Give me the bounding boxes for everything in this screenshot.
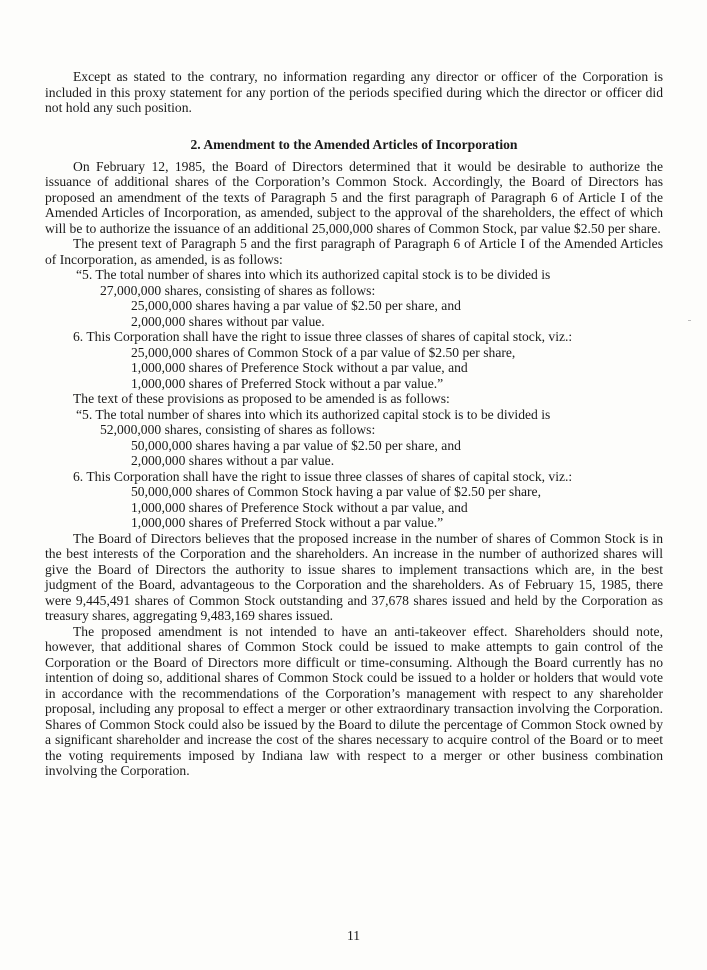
intro-paragraph: Except as stated to the contrary, no information regarding any director or officer of the Corporation is included in this proxy statement for any portion of the periods specified during which the director or officer did not hold any such position.: [45, 69, 663, 115]
anti-takeover-paragraph: The proposed amendment is not intended to have an anti-takeover effect. Shareholders should note, however, that additional shares of Common Stock could be issued to make attempts to gain control of the Corporation or the Board of Directors more difficult or time-consuming. Although the Board currently has no intention of doing so, additional shares of Common Stock could be issued to a holder or holders that would vote in accordance with the recommendations of the Corporation’s management with respect to any shareholder proposal, including any proposal to effect a merger or other extraordinary transaction involving the Corporation. Shares of Common Stock could also be issued by the Board to dilute the percentage of Common Stock owned by a significant shareholder and increase the cost of the shares necessary to acquire control of the Board or to meet the voting requirements imposed by Indiana law with respect to a merger or other business combination involving the Corporation.: [45, 623, 663, 778]
section-heading: 2. Amendment to the Amended Articles of Incorporation: [190, 136, 518, 152]
amendment-paragraph-2: The present text of Paragraph 5 and the first paragraph of Paragraph 6 of Article I of the Amended Articles of Incorporation, as amended, is as follows:: [45, 236, 663, 267]
present-paragraph-5-line: “5. The total number of shares into which its authorized capital stock is to be divided is: [76, 267, 551, 282]
scan-speck: [688, 320, 691, 321]
present-text-block: [45, 267, 663, 391]
proposed-paragraph-5-line: 50,000,000 shares having a par value of $2.50 per share, and: [131, 437, 461, 453]
present-paragraph-6-line: 25,000,000 shares of Common Stock of a par value of $2.50 per share,: [131, 344, 516, 360]
amendment-paragraph-1: On February 12, 1985, the Board of Directors determined that it would be desirable to authorize the issuance of additional shares of the Corporation’s Common Stock. Accordingly, the Board of Directors has proposed an amendment of the texts of Paragraph 5 and the first paragraph of Paragraph 6 of Article I of the Amended Articles of Incorporation, as amended, subject to the approval of the shareholders, the effect of which will be to authorize the issuance of an additional 25,000,000 shares of Common Stock, par value $2.50 per share.: [45, 158, 663, 236]
proposed-paragraph-5-line: 2,000,000 shares without a par value.: [131, 453, 335, 468]
present-paragraph-6-line: 1,000,000 shares of Preference Stock without a par value, and: [131, 360, 468, 375]
present-paragraph-5-line: 27,000,000 shares, consisting of shares as follows:: [100, 282, 376, 298]
page-number: 11: [346, 928, 361, 943]
proposed-paragraph-5-line: 52,000,000 shares, consisting of shares as follows:: [100, 422, 376, 437]
proposed-text-intro: The text of these provisions as proposed to be amended is as follows:: [73, 391, 450, 406]
proposed-paragraph-5-line: “5. The total number of shares into which its authorized capital stock is to be divided is: [76, 406, 551, 422]
proposed-text-block: [45, 407, 663, 531]
proposed-paragraph-6-line: 1,000,000 shares of Preference Stock without a par value, and: [131, 499, 468, 515]
proposed-paragraph-6-line: 6. This Corporation shall have the right to issue three classes of shares of capital stock, viz.:: [73, 468, 573, 484]
document-page: [45, 69, 663, 779]
board-rationale-paragraph: The Board of Directors believes that the proposed increase in the number of shares of Common Stock is in the best interests of the Corporation and the shareholders. An increase in the number of authorized shares will give the Board of Directors the authority to issue shares to implement transactions which are, in the best judgment of the Board, advantageous to the Corporation and the shareholders. As of February 15, 1985, there were 9,445,491 shares of Common Stock outstanding and 37,678 shares issued and held by the Corporation as treasury shares, aggregating 9,483,169 shares issued.: [45, 530, 663, 623]
proposed-paragraph-6-line: 1,000,000 shares of Preferred Stock without a par value.”: [131, 515, 444, 530]
present-paragraph-5-line: 25,000,000 shares having a par value of $2.50 per share, and: [131, 298, 461, 313]
present-paragraph-6-line: 6. This Corporation shall have the right to issue three classes of shares of capital stock, viz.:: [73, 329, 573, 344]
proposed-paragraph-6-line: 50,000,000 shares of Common Stock having a par value of $2.50 per share,: [131, 484, 541, 499]
present-paragraph-5-line: 2,000,000 shares without par value.: [131, 313, 325, 329]
present-paragraph-6-line: 1,000,000 shares of Preferred Stock without a par value.”: [131, 375, 444, 391]
